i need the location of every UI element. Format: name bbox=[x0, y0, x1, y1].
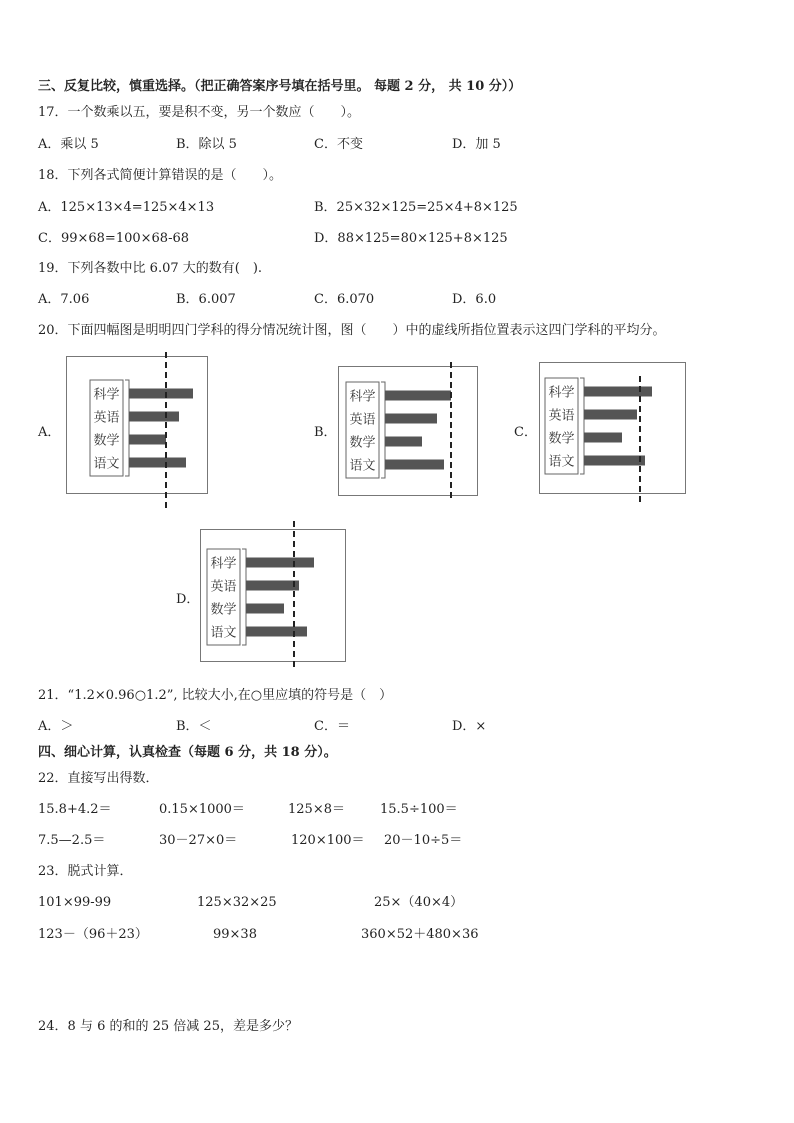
q17-option-c[interactable]: C．不变 bbox=[314, 137, 363, 152]
q19-option-a[interactable]: A．7.06 bbox=[38, 292, 90, 307]
q17-option-b[interactable]: B．除以 5 bbox=[176, 137, 237, 152]
q22-stem: 22．直接写出得数． bbox=[38, 771, 159, 786]
q23-problem: 101×99-99 bbox=[38, 895, 112, 910]
q18-option-b[interactable]: B．25×32×125=25×4+8×125 bbox=[314, 200, 518, 215]
q19-option-d[interactable]: D．6.0 bbox=[452, 292, 497, 307]
score-bar bbox=[385, 460, 444, 470]
q19-option-c[interactable]: C．6.070 bbox=[314, 292, 375, 307]
subject-label: 数学 bbox=[548, 431, 575, 447]
q22-problem: 30－27×0＝ bbox=[159, 833, 238, 848]
q23-problem: 125×32×25 bbox=[197, 895, 277, 910]
q23-problem: 25×（40×4） bbox=[374, 895, 464, 910]
q20-option-d[interactable]: D． bbox=[176, 592, 200, 607]
q22-problem: 120×100＝ bbox=[291, 833, 365, 848]
q19-stem: 19．下列各数中比 6.07 大的数有( ). bbox=[38, 261, 263, 276]
score-bar bbox=[385, 437, 422, 447]
q22-problem: 0.15×1000＝ bbox=[159, 802, 245, 817]
bar-chart bbox=[539, 362, 686, 494]
subject-label: 科学 bbox=[548, 385, 575, 401]
q20-chart-c[interactable] bbox=[539, 362, 686, 494]
subject-label: 语文 bbox=[93, 456, 120, 472]
q21-option-d[interactable]: D．× bbox=[452, 719, 487, 734]
score-bar bbox=[385, 414, 437, 424]
score-bar bbox=[246, 581, 299, 591]
q20-chart-b[interactable] bbox=[338, 366, 478, 496]
score-bar bbox=[246, 604, 284, 614]
q20-option-a[interactable]: A． bbox=[38, 425, 61, 440]
subject-label: 英语 bbox=[349, 412, 376, 428]
q18-option-d[interactable]: D．88×125=80×125+8×125 bbox=[314, 231, 508, 246]
subject-label: 语文 bbox=[210, 625, 237, 641]
q20-chart-d[interactable] bbox=[200, 529, 346, 662]
subject-label: 英语 bbox=[548, 408, 575, 424]
score-bar bbox=[584, 387, 652, 397]
subject-label: 科学 bbox=[210, 556, 237, 572]
subject-label: 英语 bbox=[210, 579, 237, 595]
q17-option-a[interactable]: A．乘以 5 bbox=[38, 137, 99, 152]
q23-problem: 123－（96＋23） bbox=[38, 927, 148, 942]
q22-problem: 15.5÷100＝ bbox=[380, 802, 458, 817]
q18-option-a[interactable]: A．125×13×4=125×4×13 bbox=[38, 200, 215, 215]
q20-stem: 20．下面四幅图是明明四门学科的得分情况统计图，图（ ）中的虚线所指位置表示这四门学科的平均分。 bbox=[38, 323, 666, 338]
bar-chart bbox=[200, 529, 346, 662]
q20-option-c[interactable]: C． bbox=[514, 425, 537, 440]
section-3-title: 三、反复比较，慎重选择。（把正确答案序号填在括号里。 每题 2 分， 共 10 分）） bbox=[38, 79, 522, 94]
subject-label: 数学 bbox=[210, 602, 237, 618]
q20-option-b[interactable]: B． bbox=[314, 425, 337, 440]
subject-label: 英语 bbox=[93, 410, 120, 426]
score-bar bbox=[385, 391, 451, 401]
section-4-title: 四、细心计算，认真检查（每题 6 分，共 18 分）。 bbox=[38, 745, 337, 760]
q22-problem: 7.5—2.5＝ bbox=[38, 833, 106, 848]
score-bar bbox=[129, 389, 193, 399]
score-bar bbox=[129, 435, 166, 445]
score-bar bbox=[584, 456, 645, 466]
score-bar bbox=[246, 558, 314, 568]
q21-stem: 21．“1.2×0.96○1.2”, 比较大小,在○里应填的符号是（ ） bbox=[38, 688, 393, 703]
q21-option-b[interactable]: B．＜ bbox=[176, 719, 212, 734]
q17-stem: 17．一个数乘以五，要是积不变，另一个数应（ ）。 bbox=[38, 105, 361, 120]
chart-frame bbox=[67, 357, 208, 494]
q23-problem: 360×52＋480×36 bbox=[361, 927, 479, 942]
q24-stem: 24．8 与 6 的和的 25 倍减 25，差是多少？ bbox=[38, 1019, 298, 1034]
q17-option-d[interactable]: D．加 5 bbox=[452, 137, 501, 152]
subject-label: 科学 bbox=[349, 389, 376, 405]
q20-chart-a[interactable] bbox=[66, 356, 208, 494]
q18-stem: 18．下列各式简便计算错误的是（ ）。 bbox=[38, 168, 283, 183]
bar-chart bbox=[338, 366, 478, 496]
q18-option-c[interactable]: C．99×68=100×68-68 bbox=[38, 231, 189, 246]
q23-problem: 99×38 bbox=[213, 927, 257, 942]
q22-problem: 125×8＝ bbox=[288, 802, 345, 817]
subject-label: 语文 bbox=[349, 458, 376, 474]
q19-option-b[interactable]: B．6.007 bbox=[176, 292, 236, 307]
score-bar bbox=[129, 458, 186, 468]
subject-label: 数学 bbox=[349, 435, 376, 451]
score-bar bbox=[129, 412, 179, 422]
score-bar bbox=[584, 410, 637, 420]
q21-option-a[interactable]: A．＞ bbox=[38, 719, 74, 734]
q22-problem: 15.8+4.2＝ bbox=[38, 802, 112, 817]
q21-option-c[interactable]: C．＝ bbox=[314, 719, 350, 734]
bar-chart bbox=[66, 356, 208, 494]
subject-label: 科学 bbox=[93, 387, 120, 403]
score-bar bbox=[584, 433, 622, 443]
q23-stem: 23．脱式计算． bbox=[38, 864, 133, 879]
q22-problem: 20－10÷5＝ bbox=[384, 833, 463, 848]
subject-label: 数学 bbox=[93, 433, 120, 449]
subject-label: 语文 bbox=[548, 454, 575, 470]
score-bar bbox=[246, 627, 307, 637]
